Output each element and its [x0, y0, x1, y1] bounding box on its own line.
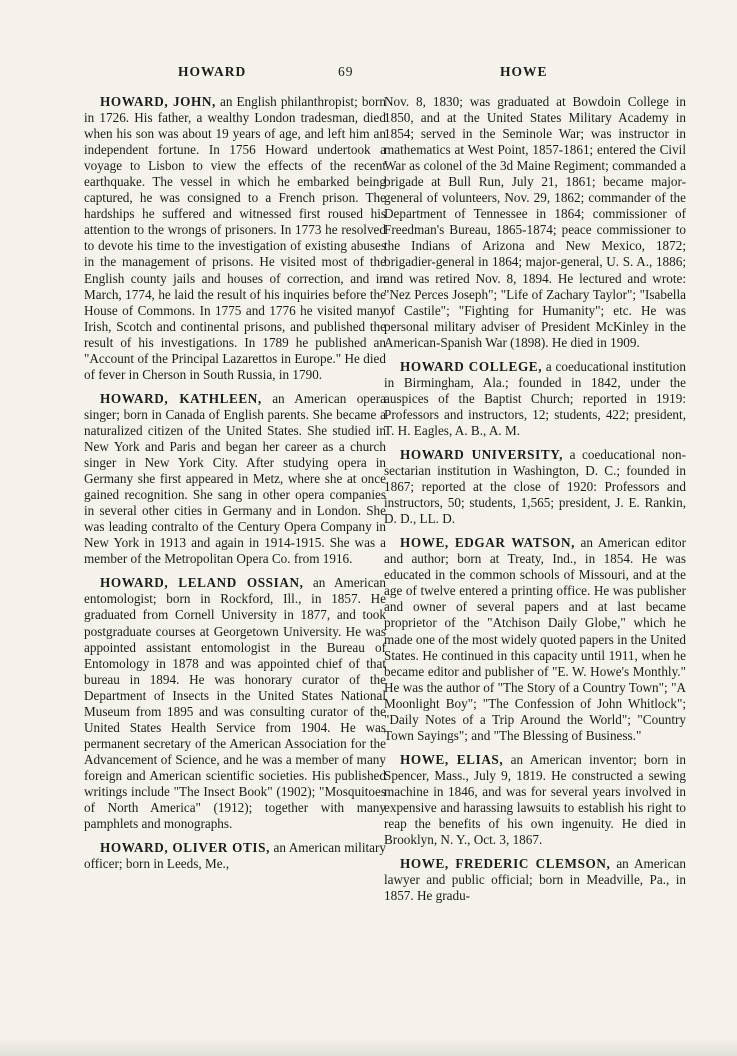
entry-howard-oliver-otis: [84, 840, 386, 872]
running-head: [60, 64, 665, 84]
entry-headword: HOWE, EDGAR WATSON,: [400, 535, 576, 551]
entry-headword: HOWARD UNIVERSITY,: [400, 446, 564, 462]
entry-howard-college: [384, 359, 686, 439]
running-head-right: HOWE: [500, 64, 548, 79]
page-number: 69: [338, 64, 354, 79]
entry-headword: HOWARD, JOHN,: [100, 94, 216, 109]
entry-text: an American editor and author; born at Treaty, Ind., in 1854. He was educated in the common schools of Missouri, and at the age of twelve entered a printing office. He was publisher and owner of several papers and at last became proprietor of the "Atchison Daily Globe," which he made one of the most widely quoted papers in the United States. He continued in this capacity until 1911, when he became editor and publisher of "E. W. Howe's Monthly." He was the author of "The Story of a Country Town"; "A Moonlight Boy"; "The Confession of John Whitlock"; "Daily Notes of a Trip Around the World"; "Country Town Sayings"; and "The Blessing of Business.": [384, 535, 686, 743]
running-head-left: HOWARD: [178, 64, 247, 79]
entry-text: a coeducational non-sectarian institution in Washington, D. C.; founded in 1867; reported at the close of 1920: Professors and instructors, 50; students, 1,565; president, J. E. Rankin, D. D., LL. D.: [384, 446, 686, 527]
entry-text: an American lawyer and public official; born in Meadville, Pa., in 1857. He gradu-: [384, 856, 686, 904]
entry-text: a coeducational institution in Birmingham, Ala.; founded in 1842, under the auspices of the Baptist Church; reported in 1919: Professors and instructors, 12; students, 422; president, T. H. Eagles, A. B., A. M.: [384, 358, 686, 438]
entry-howard-john: [84, 94, 386, 383]
entry-howe-elias: [384, 752, 686, 848]
entry-headword: HOWARD, KATHLEEN,: [100, 390, 262, 406]
entry-headword: HOWARD COLLEGE,: [400, 358, 543, 374]
entry-howard-kathleen: [84, 391, 386, 568]
entry-headword: HOWE, ELIAS,: [400, 751, 504, 767]
entry-text: an American entomologist; born in Rockford, Ill., in 1857. He graduated from Cornell University in 1877, and took postgraduate courses at Georgetown University. He was appointed assistant entomologist in the Bureau of Entomology in 1878 and was appointed chief of that bureau in 1894. He was honorary curator of the Department of Insects in the United States National Museum from 1895 and was consulting curator of the United States Health Service from 1904. He was permanent secretary of the American Association for the Advancement of Science, and he was a member of many foreign and American scientific societies. His published writings include "The Insect Book" (1902); "Mosquitoes of North America" (1912); together with many pamphlets and monographs.: [84, 575, 386, 832]
entry-howe-edgar-watson: [384, 535, 686, 744]
entry-text: an American opera singer; born in Canada of English parents. She became a naturalized citizen of the United States. She studied in New York and Paris and began her career as a church singer in New York City. After studying opera in Germany she first appeared in Metz, where she at once gained recognition. She sang in other opera companies in several other cities in Germany and in London. She was leading contralto of the Century Opera Company in New York in 1913 and again in 1914-1915. She was a member of the Metropolitan Opera Co. from 1916.: [84, 390, 386, 567]
entry-headword: HOWE, FREDERIC CLEMSON,: [400, 856, 611, 872]
entry-text: an American inventor; born in Spencer, Mass., July 9, 1819. He constructed a sewing machine in 1846, and was for several years involved in expensive and harassing lawsuits to establish his right to reap the benefits of his own ingenuity. He died in Brooklyn, N. Y., Oct. 3, 1867.: [384, 751, 686, 848]
entry-howe-frederic-clemson: [384, 856, 686, 904]
entry-howard-leland-ossian: [84, 575, 386, 832]
entry-text: an American military officer; born in Leeds, Me.,: [84, 840, 386, 872]
left-column: [84, 94, 386, 880]
page-edge-shadow: [0, 1038, 737, 1056]
entry-headword: HOWARD, LELAND OSSIAN,: [100, 575, 304, 591]
entry-headword: HOWARD, OLIVER OTIS,: [100, 840, 270, 856]
entry-howard-university: [384, 447, 686, 527]
entry-text: an English philanthropist; born in 1726. His father, a wealthy London tradesman, died when his son was about 19 years of age, and left him an independent fortune. In 1756 Howard undertook a voyage to Lisbon to view the effects of the recent earthquake. The vessel in which he embarked being captured, he was consigned to a French prison. The hardships he suffered and witnessed first roused his attention to the wrongs of prisoners. In 1773 he resolved to devote his time to the investigation of existing abuses in the management of prisons. He visited most of the English county jails and houses of correction, and in March, 1774, he laid the result of his inquiries before the House of Commons. In 1775 and 1776 he visited many Irish, Scotch and continental prisons, and published the result of his investigations. In 1789 he published an "Account of the Principal Lazarettos in Europe." He died of fever in Cherson in South Russia, in 1790.: [84, 94, 386, 382]
entry-continuation: Nov. 8, 1830; was graduated at Bowdoin College in 1850, and at the United States Military Academy in 1854; served in the Seminole War; was instructor in mathematics at West Point, 1857-1861; entered the Civil War as colonel of the 3d Maine Regiment; commanded a brigade at Bull Run, July 21, 1861; became major-general of volunteers, Nov. 29, 1862; commander of the Department of Tennessee in 1864; commissioner of Freedman's Bureau, 1865-1874; peace commissioner to the Indians of Arizona and New Mexico, 1872; brigadier-general in 1864; major-general, U. S. A., 1886; and was retired Nov. 8, 1894. He lectured and wrote: "Nez Perces Joseph"; "Life of Zachary Taylor"; "Isabella of Castile"; "Fighting for Humanity"; etc. He was personal military adviser of President McKinley in the American-Spanish War (1898). He died in 1909.: [384, 94, 686, 350]
right-column: [384, 94, 686, 912]
